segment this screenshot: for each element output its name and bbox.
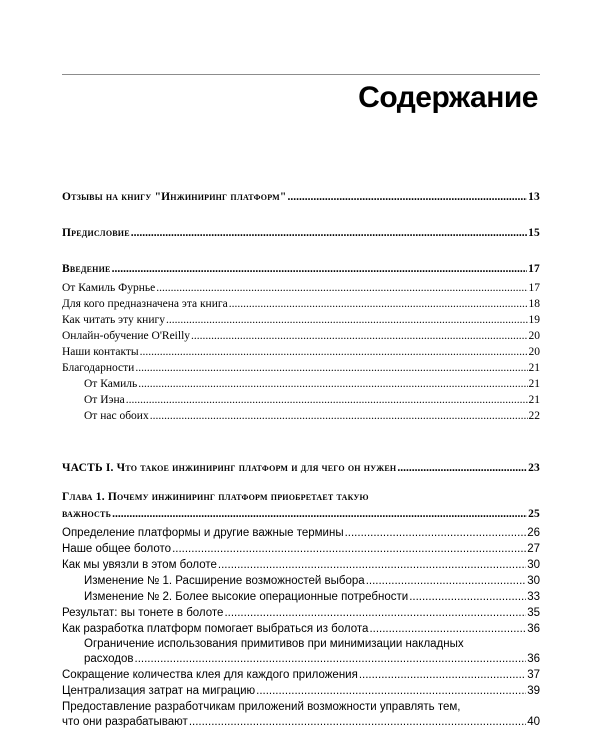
dot-leader xyxy=(135,361,527,375)
toc-page-number: 25 xyxy=(528,508,540,520)
toc-entry-label: что они разрабатывают xyxy=(62,716,188,728)
toc-page-number: 23 xyxy=(528,462,540,474)
toc-entry-label: Наши контакты xyxy=(62,346,139,358)
toc-entry-part-1[interactable] xyxy=(62,461,540,475)
dot-leader xyxy=(189,715,526,729)
dot-leader xyxy=(140,345,528,359)
toc-page-number: 27 xyxy=(527,543,540,555)
toc-entry-label: Как разработка платформ помогает выбраться из болота xyxy=(62,623,369,635)
toc-page-number: 30 xyxy=(527,575,540,587)
dot-leader xyxy=(191,329,527,343)
dot-leader xyxy=(156,281,527,295)
toc-entry-label: Сокращение количества клея для каждого приложения xyxy=(62,669,358,681)
toc-entry-sub[interactable] xyxy=(62,393,540,407)
dot-leader xyxy=(359,668,526,682)
dot-leader xyxy=(397,461,527,475)
toc-page-number: 17 xyxy=(528,282,540,294)
dot-leader xyxy=(112,507,527,521)
toc-entry-sub[interactable] xyxy=(62,574,540,588)
dot-leader xyxy=(369,622,526,636)
toc-entry[interactable] xyxy=(62,313,540,327)
dot-leader xyxy=(126,393,528,407)
toc-entry[interactable] xyxy=(62,606,540,620)
toc-entry-foreword[interactable] xyxy=(62,226,540,240)
toc-entry-label: Изменение № 1. Расширение возможностей выбора xyxy=(84,575,365,587)
toc-page-number: 19 xyxy=(528,314,540,326)
dot-leader xyxy=(138,377,527,391)
toc-entry-label: Как читать эту книгу xyxy=(62,314,165,326)
toc-page-number: 26 xyxy=(527,527,540,539)
toc-entry[interactable] xyxy=(62,684,540,698)
toc-page-number: 21 xyxy=(528,378,540,390)
toc-entry-label: Онлайн-обучение O'Reilly xyxy=(62,330,191,342)
dot-leader xyxy=(366,574,527,588)
toc-entry[interactable] xyxy=(62,329,540,343)
toc-entry-label-first-line[interactable]: Ограничение использования примитивов при минимизации накладных xyxy=(84,638,464,650)
toc-page-number: 18 xyxy=(528,298,540,310)
toc-entry-label: Изменение № 2. Более высокие операционные потребности xyxy=(84,591,409,603)
toc-entry[interactable] xyxy=(62,558,540,572)
toc-entry-sub[interactable] xyxy=(62,377,540,391)
toc-entry-label: ЧАСТЬ I. Что такое инжиниринг платформ и для чего он нужен xyxy=(62,462,397,474)
dot-leader xyxy=(166,313,528,327)
toc-entry-label: От нас обоих xyxy=(84,410,149,422)
dot-leader xyxy=(224,606,526,620)
toc-entry-label: Предисловие xyxy=(62,227,130,239)
toc-entry-introduction[interactable] xyxy=(62,262,540,276)
dot-leader xyxy=(229,297,528,311)
toc-entry-label: Наше общее болото xyxy=(62,543,172,555)
toc-entry-label: расходов xyxy=(84,653,134,665)
toc-entry[interactable] xyxy=(62,361,540,375)
toc-entry-label: Как мы увязли в этом болоте xyxy=(62,559,217,571)
toc-page-number: 36 xyxy=(527,653,540,665)
toc-page-number: 15 xyxy=(528,227,540,239)
dot-leader xyxy=(131,226,527,240)
dot-leader xyxy=(256,684,526,698)
toc-entry-label: Централизация затрат на миграцию xyxy=(62,685,256,697)
toc-entry-label: От Камиль xyxy=(84,378,138,390)
toc-page-number: 35 xyxy=(527,607,540,619)
toc-page-number: 30 xyxy=(527,559,540,571)
toc-entry-chapter-1[interactable] xyxy=(62,507,540,521)
toc-entry-sub[interactable] xyxy=(62,590,540,604)
dot-leader xyxy=(172,542,526,556)
toc-page-number: 21 xyxy=(528,362,540,374)
toc-entry[interactable] xyxy=(62,526,540,540)
toc-entry-label: Введение xyxy=(62,263,111,275)
toc-entry[interactable] xyxy=(62,542,540,556)
dot-leader xyxy=(112,262,528,276)
toc-entry-reviews[interactable] xyxy=(62,190,540,204)
toc-entry-label: От Иэна xyxy=(84,394,125,406)
toc-page-number: 13 xyxy=(528,191,540,203)
dot-leader xyxy=(345,526,527,540)
dot-leader xyxy=(409,590,526,604)
toc-entry-label: Для кого предназначена эта книга xyxy=(62,298,228,310)
toc-page-number: 17 xyxy=(528,263,540,275)
toc-entry-label: Результат: вы тонете в болоте xyxy=(62,607,224,619)
toc-page-number: 33 xyxy=(527,591,540,603)
toc-page-number: 22 xyxy=(528,410,540,422)
toc-entry[interactable] xyxy=(62,281,540,295)
toc-page-number: 37 xyxy=(527,669,540,681)
toc-page-number: 20 xyxy=(528,346,540,358)
toc-page-number: 20 xyxy=(528,330,540,342)
toc-entry-label-first-line[interactable]: Предоставление разработчикам приложений возможности управлять тем, xyxy=(62,701,461,713)
toc-entry[interactable] xyxy=(62,715,540,729)
toc-entry-label: Определение платформы и другие важные термины xyxy=(62,527,344,539)
toc-entry[interactable] xyxy=(62,668,540,682)
toc-entry-label: важность xyxy=(62,508,112,520)
toc-entry-label: Отзывы на книгу "Инжиниринг платформ" xyxy=(62,191,287,203)
toc-entry-label: Благодарности xyxy=(62,362,135,374)
dot-leader xyxy=(135,652,527,666)
toc-entry[interactable] xyxy=(62,297,540,311)
dot-leader xyxy=(218,558,526,572)
toc-entry-sub[interactable] xyxy=(62,409,540,423)
toc-entry-label: От Камиль Фурнье xyxy=(62,282,156,294)
dot-leader xyxy=(288,190,528,204)
toc-page-number: 36 xyxy=(527,623,540,635)
toc-entry[interactable] xyxy=(62,345,540,359)
top-rule xyxy=(62,74,540,75)
toc-entry[interactable] xyxy=(62,622,540,636)
toc-page-number: 40 xyxy=(527,716,540,728)
toc-entry-sub[interactable] xyxy=(62,652,540,666)
toc-page-number: 39 xyxy=(527,685,540,697)
toc-page-number: 21 xyxy=(528,394,540,406)
dot-leader xyxy=(150,409,528,423)
page-title: Содержание xyxy=(358,81,538,114)
toc-chapter-1-title[interactable]: Глава 1. Почему инжиниринг платформ приобретает такую xyxy=(62,491,369,503)
